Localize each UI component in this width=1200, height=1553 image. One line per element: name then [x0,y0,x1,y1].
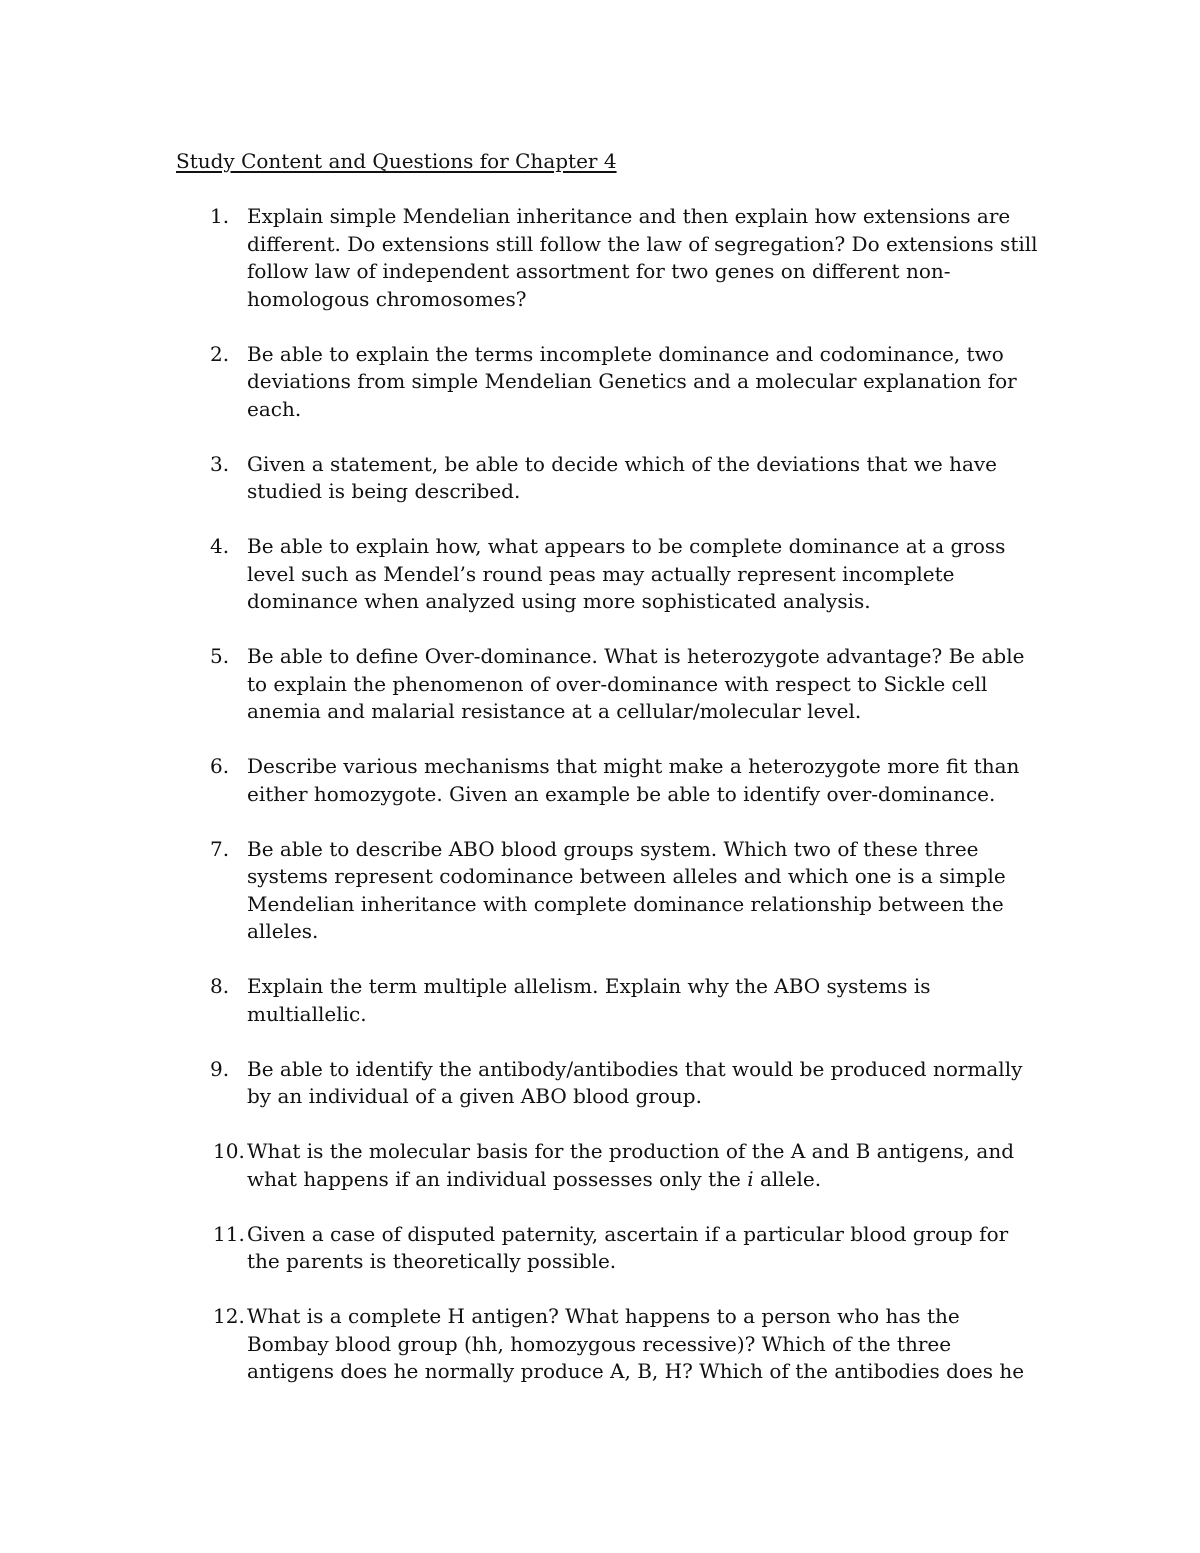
question-text-line: Be able to identify the antibody/antibodies that would be produced normally [247,1056,1023,1081]
question-number: 7. [210,836,230,861]
question-number: 6. [210,754,230,778]
question-text-line: studied is being described. [247,479,521,503]
question-text-line: Describe various mechanisms that might make a heterozygote more fit than [247,754,1020,778]
question-text-line: Bombay blood group (hh, homozygous recessive)? Which of the three [247,1331,952,1356]
question-number: 2. [210,341,230,366]
question-item-2 [176,341,1036,424]
question-item-10 [176,1138,1036,1193]
question-item-12 [176,1303,1036,1386]
question-number: 3. [210,451,230,476]
question-text-line: What is the molecular basis for the production of the A and B antigens, and [247,1139,1015,1163]
question-number: 12. [213,1304,245,1328]
question-text-segment: what happens if an individual possesses only the [247,1166,748,1191]
question-text-line: to explain the phenomenon of over-dominance with respect to Sickle cell [247,671,988,696]
question-text-line: Be able to explain how, what appears to be complete dominance at a gross [247,534,1006,558]
question-item-5 [176,643,1036,726]
question-text-line: deviations from simple Mendelian Genetics and a molecular explanation for [247,369,1017,393]
question-text-line: the parents is theoretically possible. [247,1249,617,1273]
question-text-line: Given a statement, be able to decide which of the deviations that we have [247,451,998,476]
question-text-line: level such as Mendel’s round peas may actually represent incomplete [247,561,955,586]
question-text-line: Be able to describe ABO blood groups system. Which two of these three [247,836,979,861]
question-text-line: different. Do extensions still follow the law of segregation? Do extensions still [247,231,1038,256]
question-text-line: Be able to define Over-dominance. What is heterozygote advantage? Be able [247,644,1025,668]
question-text-line [247,1166,1036,1194]
question-text-line: each. [247,396,302,421]
question-text-line: Explain the term multiple allelism. Explain why the ABO systems is [247,974,931,998]
question-text-line: follow law of independent assortment for two genes on different non- [247,259,951,283]
question-item-11 [176,1221,1036,1276]
question-list [176,203,1036,1413]
question-text-line: either homozygote. Given an example be able to identify over-dominance. [247,781,996,806]
question-item-4 [176,533,1036,616]
question-text-line: dominance when analyzed using more sophisticated analysis. [247,589,871,613]
question-text-line: What is a complete H antigen? What happens to a person who has the [247,1304,960,1328]
question-text-line: Explain simple Mendelian inheritance and then explain how extensions are [247,204,1011,228]
question-text-line: multiallelic. [247,1001,367,1026]
question-text-line: anemia and malarial resistance at a cellular/molecular level. [247,699,862,723]
question-item-1 [176,203,1036,313]
question-number: 9. [210,1056,230,1081]
question-text-segment: allele. [753,1166,822,1191]
question-number: 10. [213,1139,245,1163]
question-item-9 [176,1056,1036,1111]
question-number: 11. [213,1221,245,1246]
question-item-3 [176,451,1036,506]
question-number: 8. [210,974,230,998]
question-number: 5. [210,644,230,668]
question-item-8 [176,973,1036,1028]
question-number: 1. [210,204,230,228]
question-text-line: systems represent codominance between alleles and which one is a simple [247,864,1006,888]
question-text-line: by an individual of a given ABO blood group. [247,1084,702,1108]
question-item-7 [176,836,1036,946]
question-text-line: antigens does he normally produce A, B, H? Which of the antibodies does he [247,1359,1025,1383]
question-text-line: homologous chromosomes? [247,286,527,311]
question-text-line: Be able to explain the terms incomplete dominance and codominance, two [247,341,1004,366]
question-text-line: alleles. [247,919,319,943]
question-text-line: Mendelian inheritance with complete dominance relationship between the [247,891,1004,916]
question-text-line: Given a case of disputed paternity, ascertain if a particular blood group for [247,1221,1009,1246]
italic-allele-symbol: i [747,1166,754,1191]
question-number: 4. [210,534,230,558]
document-title: Study Content and Questions for Chapter 4 [176,149,617,173]
question-item-6 [176,753,1036,808]
